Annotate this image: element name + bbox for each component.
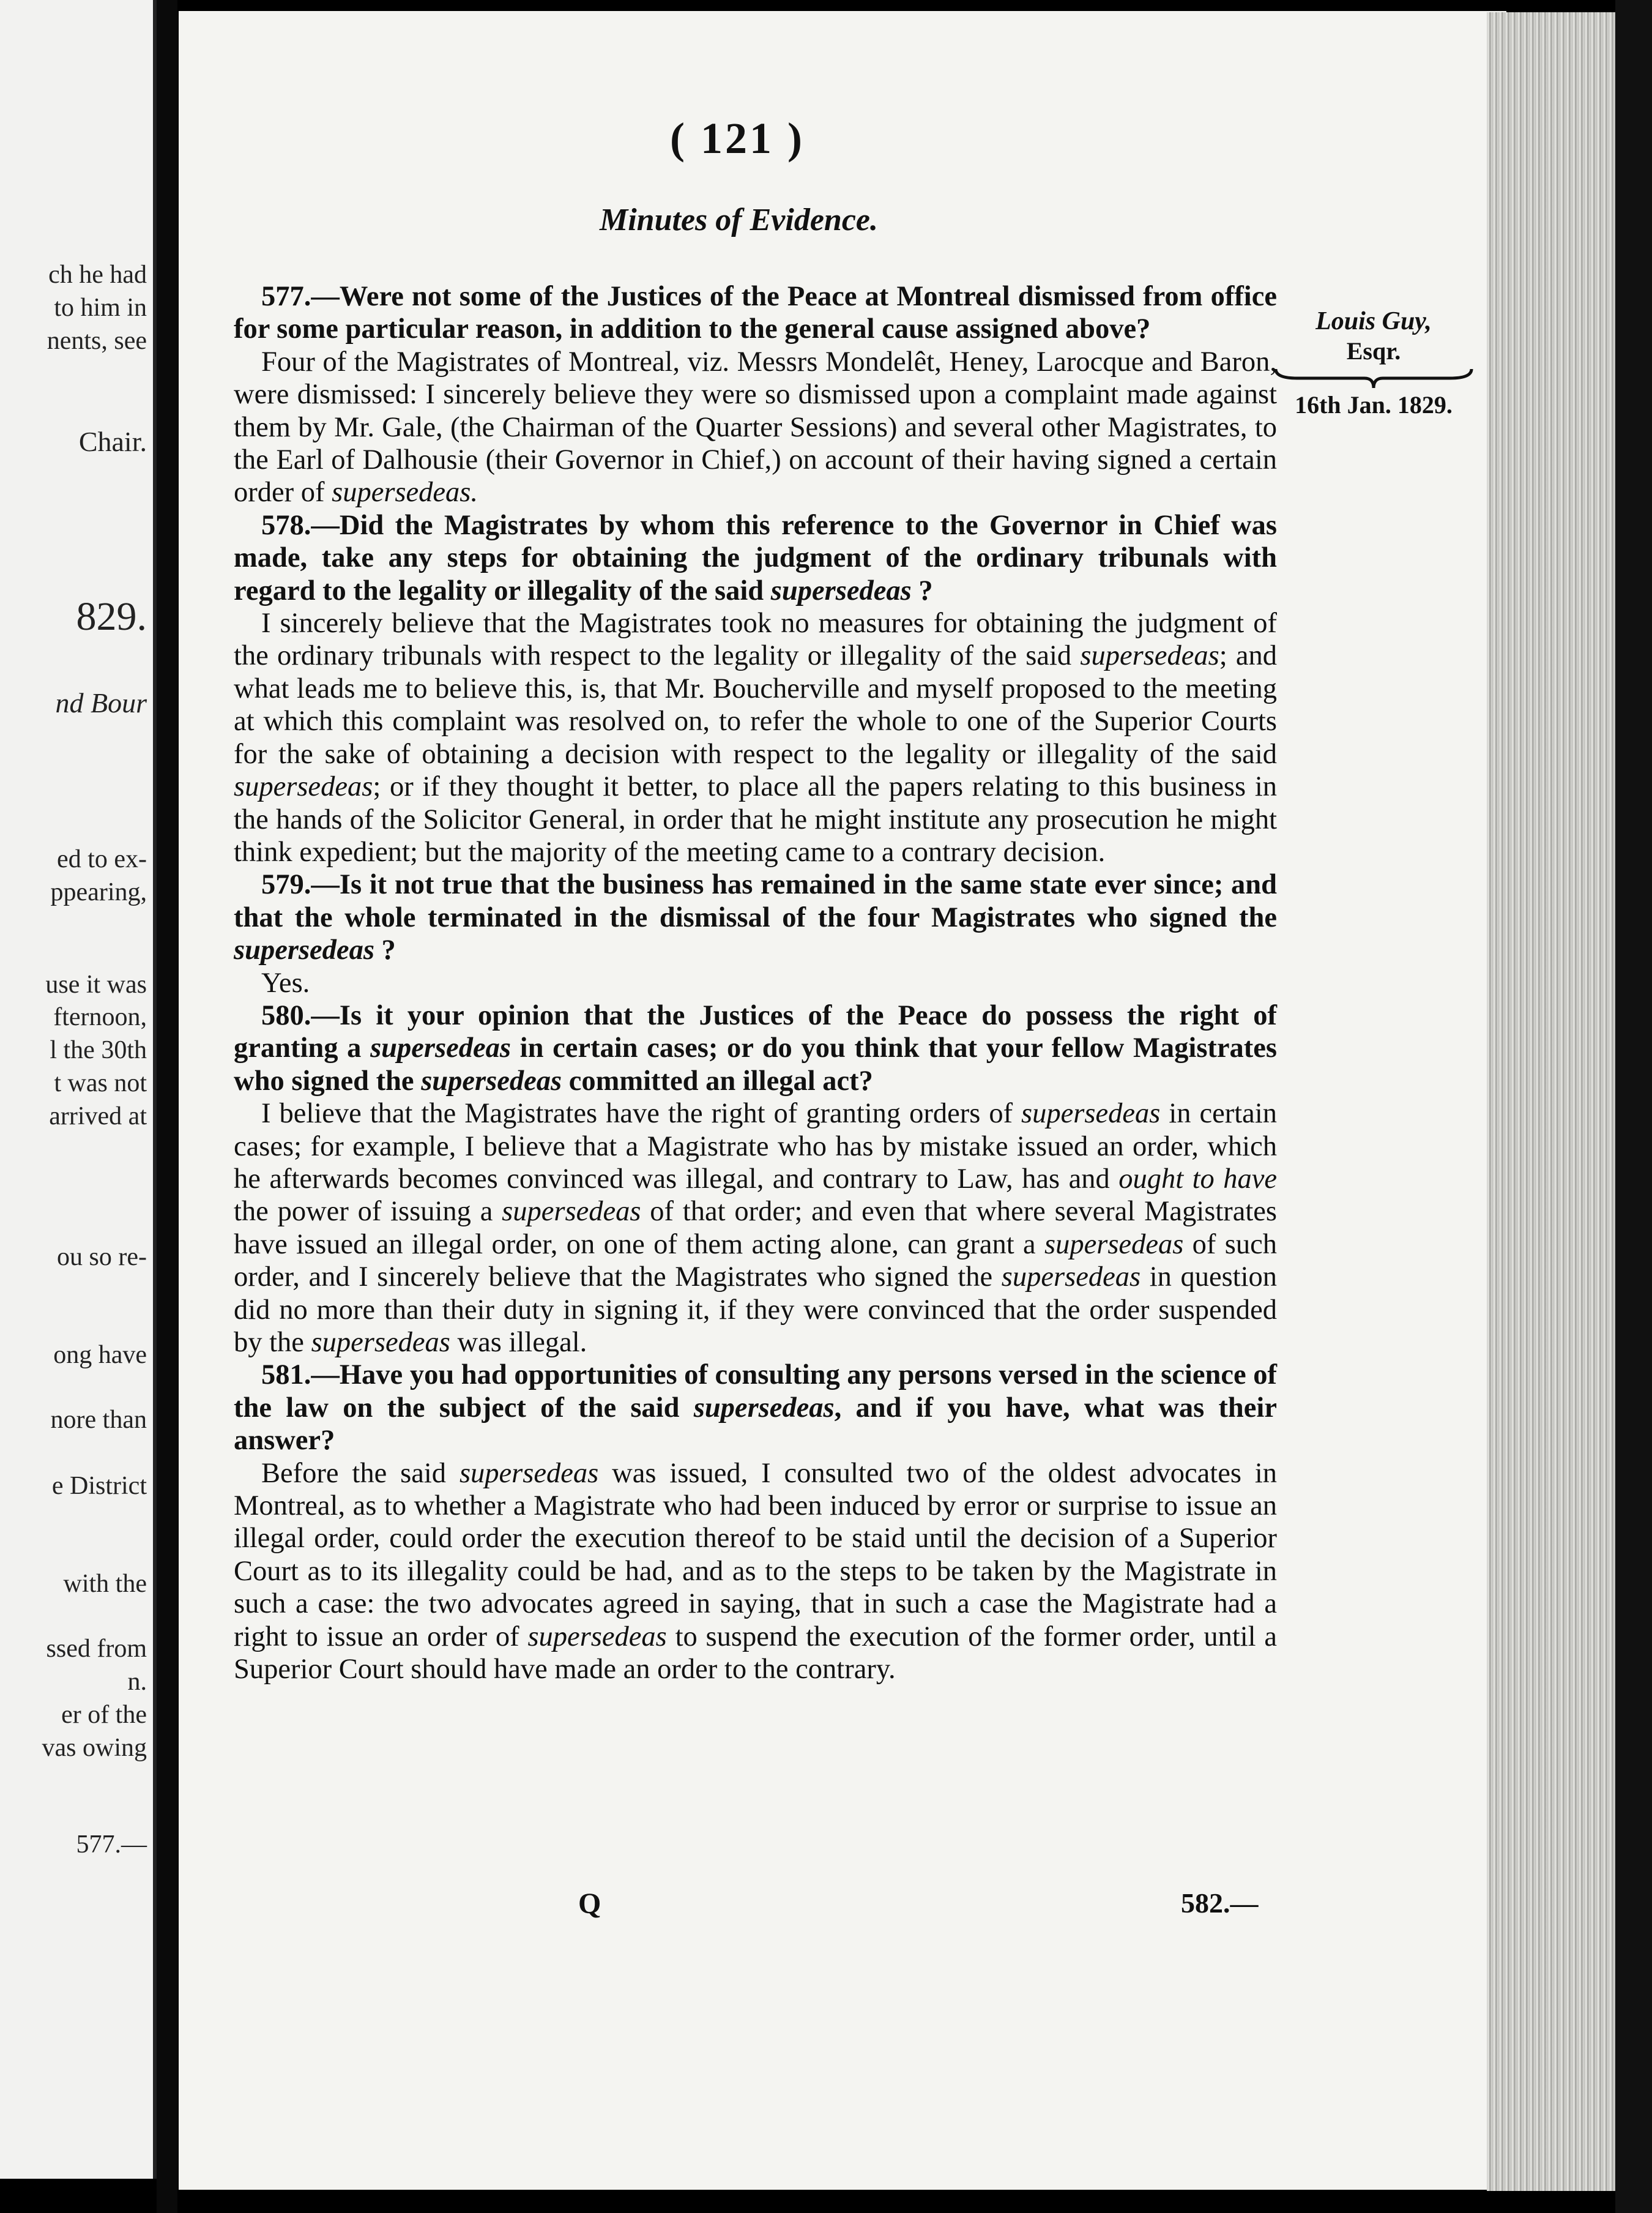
answer-580: I believe that the Magistrates have the right of granting orders of supersedeas in certain cases; for example, I believe that a Magistrate who has by mistake issued an order, which he afterwards becomes convinced was illegal, and contrary to Law, has and ought to have the power of issuing a supersedeas of that order; and even that where several Magistrates have issued an illegal order, on one of them acting alone, can grant a supersedeas of such order, and I sincerely believe that the Magistrates who signed the supersedeas in question did no more than their duty in signing it, if they were convinced that the order suspended by the supersedeas was illegal. <box>234 1098 1278 1358</box>
answer-579: Yes. <box>261 967 310 999</box>
question-580: 580.—Is it your opinion that the Justices of the Peace do possess the right of granting a supersedeas in certain cases; or do you think that your fellow Magistrates who signed the supersedeas committed an illegal act? <box>234 999 1278 1097</box>
left-text-line: e District <box>51 1472 147 1500</box>
left-text-line: l the 30th <box>50 1036 147 1064</box>
left-text-line: nd Bour <box>55 687 147 718</box>
signature-mark: Q <box>578 1887 601 1920</box>
question-578: 578.—Did the Magistrates by whom this reference to the Governor in Chief was made, take any steps for obtaining the judgment of the ordinary tribunals with regard to the legality or illegality of the said supersedeas ? <box>234 509 1277 606</box>
brace-icon <box>1273 366 1475 390</box>
witness-title: Esqr. <box>1346 337 1401 365</box>
question-number: 577.— <box>261 281 340 312</box>
left-text-line: ch he had <box>48 261 147 289</box>
question-number: 581.— <box>261 1359 340 1391</box>
left-text-line: er of the <box>61 1701 147 1729</box>
left-text-line: fternoon, <box>53 1003 147 1031</box>
left-text-line: ong have <box>53 1341 147 1369</box>
answer-578: I sincerely believe that the Magistrates took no measures for obtaining the judgment of the ordinary tribunals with respect to the legality or illegality of the said supersedeas; and what leads me to believe this, is, that Mr. Boucherville and myself proposed to the meeting at which this complaint was resolved on, to refer the whole to one of the Superior Courts for the sake of obtaining a decision with respect to the legality or illegality of the said supersedeas; or if they thought it better, to place all the papers relating to this business in the hands of the Solicitor General, in order that he might institute any prosecution he might think expedient; but the majority of the meeting came to a contrary decision. <box>234 608 1278 868</box>
question-577: 577.—Were not some of the Justices of the Peace at Montreal dismissed from office for some particular reason, in addition to the general cause assigned above? <box>234 281 1277 345</box>
left-text-line: ou so re- <box>57 1243 147 1271</box>
catchword: 582.— <box>1181 1887 1259 1919</box>
question-579: 579.—Is it not true that the business has remained in the same state ever since; and that the whole terminated in the dismissal of the four Magistrates who signed the supersedeas ? <box>234 869 1277 966</box>
left-text-line: vas owing <box>42 1734 147 1762</box>
question-number: 579.— <box>261 869 340 901</box>
left-text-line: 829. <box>76 594 147 639</box>
answer-577: Four of the Magistrates of Montreal, viz. Messrs Mondelêt, Heney, Larocque and Baron, were dismissed: I sincerely believe they were so dismissed upon a complaint made against them by Mr. Gale, (the Chairman of the Quarter Sessions) and several other Magistrates, to the Earl of Dalhousie (their Governor in Chief,) on account of their having signed a certain order of supersedeas. <box>234 346 1277 509</box>
evidence-text <box>234 280 1277 1685</box>
left-text-line: 577.— <box>76 1830 147 1859</box>
section-title: Minutes of Evidence. <box>600 203 878 237</box>
question-number: 578.— <box>261 509 340 541</box>
left-text-line: arrived at <box>49 1102 147 1130</box>
facing-page-left <box>0 0 157 2179</box>
left-text-line: nore than <box>50 1406 147 1434</box>
question-number: 580.— <box>261 999 340 1031</box>
page-edges-shadow <box>1615 0 1652 2213</box>
left-text-line: ssed from <box>46 1635 147 1663</box>
left-text-line: t was not <box>54 1069 147 1097</box>
answer-581: Before the said supersedeas was issued, I consulted two of the oldest advocates in Montreal, as to whether a Magistrate who had been induced by error or surprise to issue an illegal order, could order the execution thereof to be staid until the decision of a Superior Court as to its illegality could be had, and as to the steps to be taken by the Magistrate in such a case: the two advocates agreed in saying, that in such a case the Magistrate had a right to issue an order of supersedeas to suspend the execution of the former order, until a Superior Court should have made an order to the contrary. <box>234 1457 1278 1685</box>
margin-note <box>1273 306 1475 420</box>
question-581: 581.—Have you had opportunities of consulting any persons versed in the science of the law on the subject of the said supersedeas, and if you have, what was their answer? <box>234 1359 1277 1457</box>
left-text-line: to him in <box>54 294 147 322</box>
left-text-line: ed to ex- <box>57 845 147 873</box>
left-text-line: ppearing, <box>50 878 147 906</box>
left-text-line: Chair. <box>78 426 147 457</box>
testimony-date: 16th Jan. 1829. <box>1295 391 1453 419</box>
left-text-line: use it was <box>45 971 147 999</box>
left-text-line: nents, see <box>47 327 147 355</box>
left-text-line: n. <box>127 1668 147 1696</box>
left-text-line: with the <box>63 1570 147 1598</box>
witness-name: Louis Guy, <box>1315 307 1432 335</box>
book-gutter <box>157 0 177 2213</box>
page-number: ( 121 ) <box>670 114 805 163</box>
